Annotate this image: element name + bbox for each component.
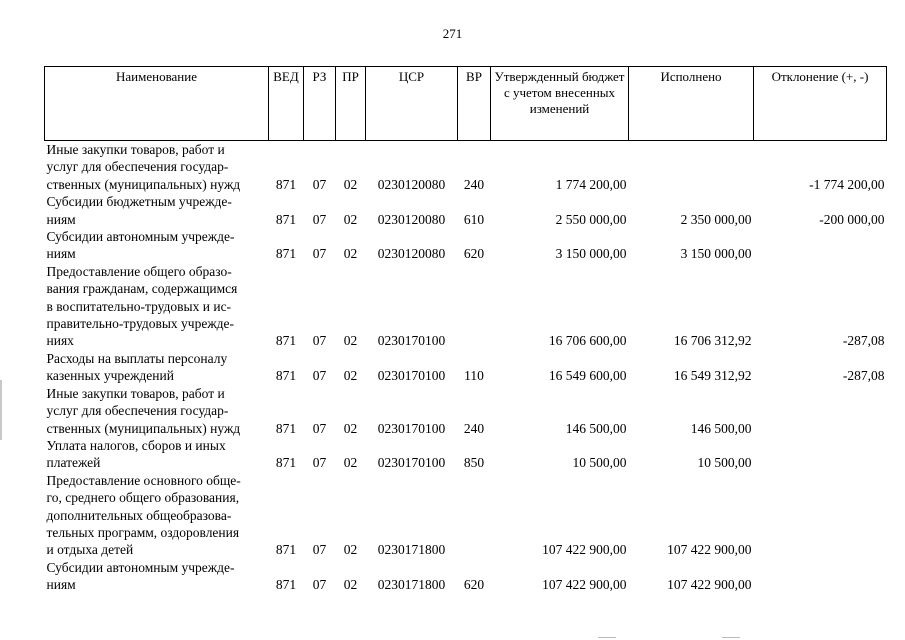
row-approved: 107 422 900,00 — [542, 542, 627, 558]
header-vr: ВР — [458, 67, 491, 141]
row-pr: 02 — [343, 368, 358, 384]
row-approved: 10 500,00 — [572, 455, 627, 471]
row-pr: 02 — [343, 246, 358, 262]
row-pr: 02 — [343, 455, 358, 471]
row-pr: 02 — [343, 211, 358, 227]
row-name: Предоставление общего образо- вания гражданам, содержащимся в воспитательно-трудовых и ис- правительно-трудовых учрежде- ниях — [46, 263, 238, 349]
header-approved: Утвержденный бюджет с учетом внесенных изменений — [491, 67, 629, 141]
row-deviation — [754, 385, 887, 437]
row-rz: 07 — [312, 455, 327, 471]
row-executed: 16 706 312,92 — [673, 333, 752, 349]
row-vr — [458, 472, 491, 559]
row-ved: 871 — [275, 542, 297, 558]
row-executed: 146 500,00 — [690, 420, 752, 436]
row-vr: 240 — [463, 176, 485, 192]
row-name: Субсидии автономным учрежде- ниям — [46, 559, 235, 593]
header-executed: Исполнено — [629, 67, 754, 141]
row-deviation: -287,08 — [842, 333, 885, 349]
row-csr: 0230120080 — [377, 211, 446, 227]
row-deviation — [754, 472, 887, 559]
row-vr: 240 — [463, 420, 485, 436]
table-row — [45, 350, 887, 385]
row-rz: 07 — [312, 577, 327, 593]
row-executed: 107 422 900,00 — [667, 577, 752, 593]
row-ved: 871 — [275, 211, 297, 227]
row-vr: 610 — [463, 211, 485, 227]
row-csr: 0230171800 — [377, 577, 446, 593]
scan-dash-mark — [722, 637, 740, 638]
row-csr: 0230171800 — [377, 542, 446, 558]
row-approved: 2 550 000,00 — [555, 211, 627, 227]
row-ved: 871 — [275, 420, 297, 436]
table-body — [45, 141, 887, 594]
row-pr: 02 — [343, 420, 358, 436]
table-row — [45, 141, 887, 194]
row-rz: 07 — [312, 246, 327, 262]
header-deviation: Отклонение (+, -) — [754, 67, 887, 141]
row-deviation: -200 000,00 — [819, 211, 885, 227]
row-rz: 07 — [312, 176, 327, 192]
row-approved: 107 422 900,00 — [542, 577, 627, 593]
row-csr: 0230170100 — [377, 420, 446, 436]
row-vr: 850 — [463, 455, 485, 471]
row-rz: 07 — [312, 368, 327, 384]
row-deviation — [754, 559, 887, 594]
row-pr: 02 — [343, 577, 358, 593]
table-row — [45, 263, 887, 350]
row-approved: 16 549 600,00 — [548, 368, 627, 384]
row-csr: 0230120080 — [377, 246, 446, 262]
row-vr — [458, 263, 491, 350]
row-ved: 871 — [275, 176, 297, 192]
row-name: Субсидии автономным учрежде- ниям — [46, 229, 235, 262]
header-csr: ЦСР — [366, 67, 458, 141]
table-row — [45, 385, 887, 437]
row-executed: 3 150 000,00 — [680, 246, 752, 262]
row-ved: 871 — [275, 455, 297, 471]
table-row — [45, 228, 887, 263]
row-pr: 02 — [343, 542, 358, 558]
row-executed: 16 549 312,92 — [673, 368, 752, 384]
row-executed: 107 422 900,00 — [667, 542, 752, 558]
row-csr: 0230120080 — [377, 176, 446, 192]
row-deviation — [754, 228, 887, 263]
row-vr: 620 — [463, 246, 485, 262]
row-csr: 0230170100 — [377, 455, 446, 471]
table-header-row — [45, 67, 887, 141]
row-executed — [629, 141, 754, 194]
table-row — [45, 472, 887, 559]
row-ved: 871 — [275, 246, 297, 262]
row-rz: 07 — [312, 542, 327, 558]
scan-dash-mark — [598, 637, 616, 638]
row-rz: 07 — [312, 211, 327, 227]
row-deviation: -287,08 — [842, 368, 885, 384]
table-row — [45, 193, 887, 228]
row-ved: 871 — [275, 577, 297, 593]
row-vr: 110 — [464, 368, 484, 384]
row-csr: 0230170100 — [377, 368, 446, 384]
row-approved: 146 500,00 — [565, 420, 627, 436]
row-name: Иные закупки товаров, работ и услуг для обеспечения государ- ственных (муниципальных) нужд — [46, 385, 241, 436]
table-row — [45, 559, 887, 594]
row-approved: 3 150 000,00 — [555, 246, 627, 262]
row-deviation — [754, 437, 887, 472]
header-rz: РЗ — [304, 67, 336, 141]
row-approved: 16 706 600,00 — [548, 333, 627, 349]
row-executed: 10 500,00 — [697, 455, 752, 471]
row-name: Субсидии бюджетным учрежде- ниям — [46, 194, 232, 227]
row-ved: 871 — [275, 333, 297, 349]
row-name: Предоставление основного обще- го, среднего общего образования, дополнительных общеобразова- тельных программ, оздоровления и отдыха детей — [46, 472, 241, 558]
row-ved: 871 — [275, 368, 297, 384]
table-row — [45, 437, 887, 472]
row-name: Уплата налогов, сборов и иных платежей — [46, 437, 226, 471]
budget-execution-table — [44, 66, 887, 594]
header-ved: ВЕД — [269, 67, 304, 141]
header-name: Наименование — [45, 67, 269, 141]
row-executed: 2 350 000,00 — [680, 211, 752, 227]
row-pr: 02 — [343, 333, 358, 349]
row-rz: 07 — [312, 333, 327, 349]
row-approved: 1 774 200,00 — [555, 176, 627, 192]
row-pr: 02 — [343, 176, 358, 192]
header-pr: ПР — [336, 67, 366, 141]
row-name: Иные закупки товаров, работ и услуг для обеспечения государ- ственных (муниципальных) нужд — [46, 142, 241, 192]
row-rz: 07 — [312, 420, 327, 436]
row-vr: 620 — [463, 577, 485, 593]
row-csr: 0230170100 — [377, 333, 446, 349]
row-name: Расходы на выплаты персоналу казенных учреждений — [46, 350, 228, 384]
page-number: 271 — [442, 26, 463, 41]
row-deviation: -1 774 200,00 — [809, 176, 885, 192]
scan-edge-mark — [0, 380, 2, 440]
